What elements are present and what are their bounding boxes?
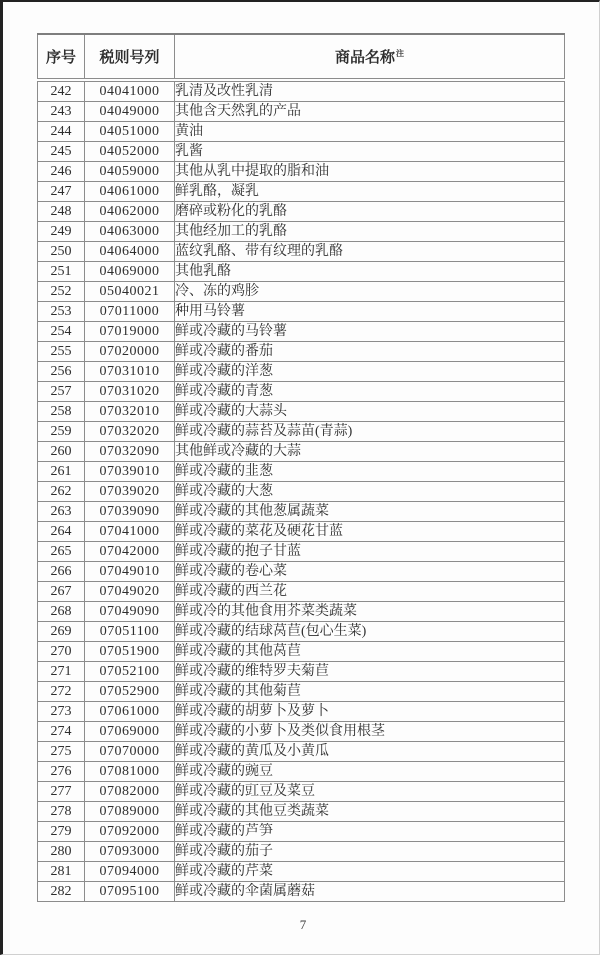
table-row — [38, 742, 565, 762]
row-serial-number: 276 — [38, 762, 85, 782]
table-row — [38, 462, 565, 482]
row-product-name: 鲜或冷藏的韭葱 — [175, 462, 565, 482]
row-product-name: 鲜或冷藏的其他豆类蔬菜 — [175, 802, 565, 822]
row-product-name: 冷、冻的鸡胗 — [175, 282, 565, 302]
row-tariff-code: 07052900 — [85, 682, 175, 702]
row-product-name: 其他经加工的乳酪 — [175, 222, 565, 242]
row-product-name: 乳酱 — [175, 142, 565, 162]
row-product-name: 其他从乳中提取的脂和油 — [175, 162, 565, 182]
row-tariff-code: 07019000 — [85, 322, 175, 342]
row-serial-number: 254 — [38, 322, 85, 342]
table-row — [38, 642, 565, 662]
row-product-name: 种用马铃薯 — [175, 302, 565, 322]
table-row — [38, 662, 565, 682]
row-tariff-code: 07049010 — [85, 562, 175, 582]
table-row — [38, 622, 565, 642]
row-tariff-code: 05040021 — [85, 282, 175, 302]
row-product-name: 黄油 — [175, 122, 565, 142]
row-tariff-code: 07069000 — [85, 722, 175, 742]
row-tariff-code: 07041000 — [85, 522, 175, 542]
row-serial-number: 256 — [38, 362, 85, 382]
row-serial-number: 282 — [38, 882, 85, 902]
row-serial-number: 249 — [38, 222, 85, 242]
table-row — [38, 142, 565, 162]
row-serial-number: 272 — [38, 682, 85, 702]
row-product-name: 鲜或冷藏的胡萝卜及萝卜 — [175, 702, 565, 722]
row-tariff-code: 04061000 — [85, 182, 175, 202]
row-tariff-code: 04051000 — [85, 122, 175, 142]
row-tariff-code: 07049020 — [85, 582, 175, 602]
row-product-name: 鲜或冷藏的马铃薯 — [175, 322, 565, 342]
row-product-name: 鲜或冷藏的西兰花 — [175, 582, 565, 602]
header-tariff-code-label: 税则号列 — [99, 50, 160, 66]
row-product-name: 鲜或冷的其他食用芥菜类蔬菜 — [175, 602, 565, 622]
table-row — [38, 282, 565, 302]
row-product-name: 鲜或冷藏的结球莴苣(包心生菜) — [175, 622, 565, 642]
row-serial-number: 250 — [38, 242, 85, 262]
row-tariff-code: 07032010 — [85, 402, 175, 422]
row-serial-number: 263 — [38, 502, 85, 522]
table-row — [38, 602, 565, 622]
row-product-name: 鲜或冷藏的维特罗夫菊苣 — [175, 662, 565, 682]
table-row — [38, 722, 565, 742]
row-serial-number: 261 — [38, 462, 85, 482]
row-tariff-code: 07081000 — [85, 762, 175, 782]
row-product-name: 鲜或冷藏的蒜苔及蒜苗(青蒜) — [175, 422, 565, 442]
row-serial-number: 253 — [38, 302, 85, 322]
row-product-name: 鲜或冷藏的洋葱 — [175, 362, 565, 382]
row-tariff-code: 04064000 — [85, 242, 175, 262]
row-product-name: 蓝纹乳酪、带有纹理的乳酪 — [175, 242, 565, 262]
row-serial-number: 269 — [38, 622, 85, 642]
table-row — [38, 222, 565, 242]
row-tariff-code: 07051100 — [85, 622, 175, 642]
row-product-name: 鲜或冷藏的茄子 — [175, 842, 565, 862]
row-serial-number: 281 — [38, 862, 85, 882]
row-tariff-code: 07061000 — [85, 702, 175, 722]
row-serial-number: 275 — [38, 742, 85, 762]
row-product-name: 鲜或冷藏的番茄 — [175, 342, 565, 362]
header-product-name — [175, 34, 565, 80]
table-row — [38, 582, 565, 602]
row-tariff-code: 04049000 — [85, 102, 175, 122]
row-product-name: 鲜或冷藏的青葱 — [175, 382, 565, 402]
row-product-name: 鲜或冷藏的抱子甘蓝 — [175, 542, 565, 562]
row-tariff-code: 07095100 — [85, 882, 175, 902]
row-product-name: 鲜或冷藏的其他葱属蔬菜 — [175, 502, 565, 522]
row-serial-number: 246 — [38, 162, 85, 182]
table-row — [38, 702, 565, 722]
table-row — [38, 862, 565, 882]
row-product-name: 鲜或冷藏的豇豆及菜豆 — [175, 782, 565, 802]
table-row — [38, 422, 565, 442]
row-serial-number: 243 — [38, 102, 85, 122]
row-serial-number: 268 — [38, 602, 85, 622]
row-tariff-code: 07039010 — [85, 462, 175, 482]
table-row — [38, 822, 565, 842]
table-row — [38, 842, 565, 862]
table-row — [38, 382, 565, 402]
header-tariff-code — [85, 34, 175, 80]
table-row — [38, 362, 565, 382]
row-serial-number: 257 — [38, 382, 85, 402]
row-serial-number: 267 — [38, 582, 85, 602]
table-row — [38, 102, 565, 122]
table-row — [38, 182, 565, 202]
row-tariff-code: 07020000 — [85, 342, 175, 362]
row-product-name: 鲜或冷藏的大葱 — [175, 482, 565, 502]
row-tariff-code: 07011000 — [85, 302, 175, 322]
table-row — [38, 122, 565, 142]
row-serial-number: 244 — [38, 122, 85, 142]
row-serial-number: 255 — [38, 342, 85, 362]
table-row — [38, 682, 565, 702]
row-serial-number: 245 — [38, 142, 85, 162]
row-tariff-code: 07052100 — [85, 662, 175, 682]
table-row — [38, 762, 565, 782]
row-product-name: 鲜或冷藏的芦笋 — [175, 822, 565, 842]
row-tariff-code: 07092000 — [85, 822, 175, 842]
header-serial-number — [38, 34, 85, 80]
row-serial-number: 260 — [38, 442, 85, 462]
table-row — [38, 80, 565, 102]
table-row — [38, 402, 565, 422]
row-tariff-code: 04062000 — [85, 202, 175, 222]
row-product-name: 鲜或冷藏的伞菌属蘑菇 — [175, 882, 565, 902]
table-row — [38, 302, 565, 322]
table-row — [38, 482, 565, 502]
row-product-name: 鲜或冷藏的卷心菜 — [175, 562, 565, 582]
row-tariff-code: 04069000 — [85, 262, 175, 282]
row-serial-number: 247 — [38, 182, 85, 202]
row-serial-number: 273 — [38, 702, 85, 722]
row-tariff-code: 04052000 — [85, 142, 175, 162]
header-row — [38, 34, 565, 80]
row-serial-number: 265 — [38, 542, 85, 562]
row-product-name: 鲜或冷藏的菜花及硬花甘蓝 — [175, 522, 565, 542]
table-row — [38, 562, 565, 582]
note-mark: 注 — [396, 49, 404, 58]
row-product-name: 鲜或冷藏的豌豆 — [175, 762, 565, 782]
row-product-name: 鲜或冷藏的大蒜头 — [175, 402, 565, 422]
table-row — [38, 322, 565, 342]
row-serial-number: 280 — [38, 842, 85, 862]
row-tariff-code: 04059000 — [85, 162, 175, 182]
row-tariff-code: 07082000 — [85, 782, 175, 802]
table-row — [38, 782, 565, 802]
row-tariff-code: 07039020 — [85, 482, 175, 502]
row-serial-number: 259 — [38, 422, 85, 442]
row-tariff-code: 07094000 — [85, 862, 175, 882]
row-product-name: 鲜或冷藏的小萝卜及类似食用根茎 — [175, 722, 565, 742]
table-row — [38, 802, 565, 822]
row-serial-number: 271 — [38, 662, 85, 682]
row-product-name: 其他鲜或冷藏的大蒜 — [175, 442, 565, 462]
row-serial-number: 270 — [38, 642, 85, 662]
table-row — [38, 502, 565, 522]
table-row — [38, 262, 565, 282]
row-serial-number: 266 — [38, 562, 85, 582]
row-tariff-code: 07032090 — [85, 442, 175, 462]
row-tariff-code: 07089000 — [85, 802, 175, 822]
row-serial-number: 279 — [38, 822, 85, 842]
row-serial-number: 248 — [38, 202, 85, 222]
table-row — [38, 542, 565, 562]
row-tariff-code: 07093000 — [85, 842, 175, 862]
row-tariff-code: 07031020 — [85, 382, 175, 402]
row-product-name: 其他乳酪 — [175, 262, 565, 282]
header-serial-number-label: 序号 — [45, 50, 76, 66]
row-tariff-code: 07039090 — [85, 502, 175, 522]
row-product-name: 鲜或冷藏的芹菜 — [175, 862, 565, 882]
table-row — [38, 342, 565, 362]
row-product-name: 乳清及改性乳清 — [175, 80, 565, 102]
row-tariff-code: 07049090 — [85, 602, 175, 622]
table-row — [38, 442, 565, 462]
row-product-name: 磨碎或粉化的乳酪 — [175, 202, 565, 222]
row-serial-number: 278 — [38, 802, 85, 822]
header-product-name-label: 商品名称 — [334, 50, 395, 66]
row-serial-number: 251 — [38, 262, 85, 282]
table-row — [38, 202, 565, 222]
page-number: 7 — [299, 917, 307, 932]
tariff-table — [37, 33, 565, 902]
row-tariff-code: 07042000 — [85, 542, 175, 562]
row-tariff-code: 07051900 — [85, 642, 175, 662]
row-serial-number: 242 — [38, 80, 85, 102]
row-product-name: 鲜或冷藏的其他莴苣 — [175, 642, 565, 662]
row-product-name: 其他含天然乳的产品 — [175, 102, 565, 122]
row-product-name: 鲜或冷藏的其他菊苣 — [175, 682, 565, 702]
row-serial-number: 274 — [38, 722, 85, 742]
row-serial-number: 277 — [38, 782, 85, 802]
table-row — [38, 522, 565, 542]
row-tariff-code: 07070000 — [85, 742, 175, 762]
row-serial-number: 262 — [38, 482, 85, 502]
row-serial-number: 252 — [38, 282, 85, 302]
row-tariff-code: 07032020 — [85, 422, 175, 442]
row-product-name: 鲜乳酪，凝乳 — [175, 182, 565, 202]
table-row — [38, 882, 565, 902]
row-product-name: 鲜或冷藏的黄瓜及小黄瓜 — [175, 742, 565, 762]
row-serial-number: 264 — [38, 522, 85, 542]
row-tariff-code: 04041000 — [85, 80, 175, 102]
row-serial-number: 258 — [38, 402, 85, 422]
table-row — [38, 242, 565, 262]
row-tariff-code: 04063000 — [85, 222, 175, 242]
row-tariff-code: 07031010 — [85, 362, 175, 382]
table-row — [38, 162, 565, 182]
